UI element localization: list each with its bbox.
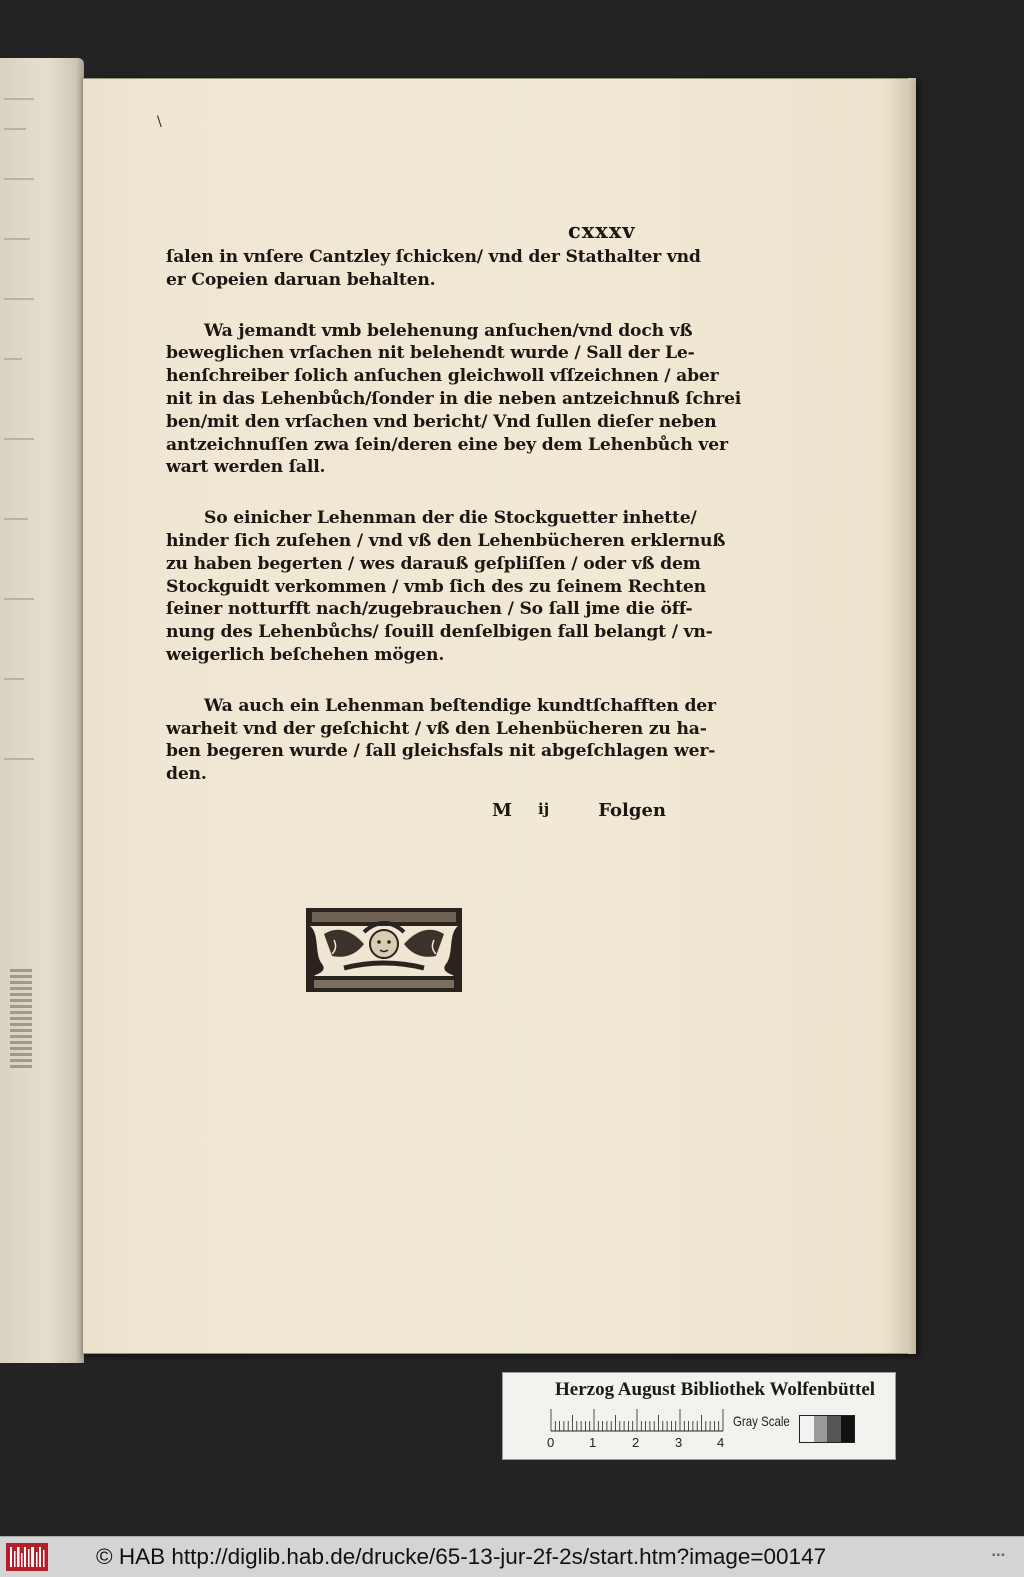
scale-number: 2	[632, 1435, 640, 1450]
book-page	[82, 78, 916, 1354]
text-line: antzeichnuſſen zwa ſein/deren eine bey dem Lehenbůch ver	[166, 434, 728, 455]
scale-number: 3	[675, 1435, 683, 1450]
catchword: Folgen	[598, 800, 666, 821]
woodcut-ornament	[304, 904, 464, 996]
text-line: Wa jemandt vmb belehenung anſuchen/vnd doch vß	[204, 320, 693, 341]
bleed-through-ornament	[10, 968, 32, 1068]
text-line: Wa auch ein Lehenman beſtendige kundtſchafften der	[204, 695, 716, 716]
text-line: nit in das Lehenbůch/ſonder in die neben antzeichnuß ſchrei	[166, 388, 742, 409]
pen-mark: \	[157, 114, 162, 130]
signature-line	[166, 800, 666, 830]
page-text	[166, 246, 742, 802]
text-line: So einicher Lehenman der die Stockguetter inhette/	[204, 508, 697, 529]
scale-number: 1	[589, 1435, 597, 1450]
scale-number: 0	[547, 1435, 555, 1450]
footer-bar	[0, 1536, 1024, 1577]
text-line: nung des Lehenbůchs/ ſouill denſelbigen fall belangt / vn-	[166, 622, 713, 643]
text-line: wart werden ſall.	[166, 457, 326, 478]
folio-number: cxxxv	[568, 218, 636, 243]
ruler-numbers	[547, 1435, 737, 1453]
text-line: weigerlich beſchehen mögen.	[166, 644, 445, 665]
gray-swatch	[841, 1416, 855, 1442]
page-edge	[908, 78, 916, 1354]
text-line: hinder ſich zuſehen / vnd vß den Lehenbücheren erklernuß	[166, 530, 726, 551]
text-line: warheit vnd der geſchicht / vß den Lehenbücheren zu ha-	[166, 718, 707, 739]
paragraph-belehenung	[166, 320, 742, 480]
text-line: den.	[166, 764, 207, 785]
signature-number: ij	[538, 800, 550, 818]
continuation-paragraph	[166, 246, 701, 292]
gray-swatch	[827, 1416, 841, 1442]
source-url[interactable]: © HAB http://diglib.hab.de/drucke/65-13-jur-2f-2s/start.htm?image=00147	[96, 1544, 827, 1569]
paragraph-kundtschafften	[166, 695, 716, 786]
color-target-card	[502, 1372, 896, 1460]
previous-page-edge	[0, 58, 84, 1363]
scale-number: 4	[717, 1435, 725, 1450]
gray-swatch	[814, 1416, 828, 1442]
hab-logo-icon	[6, 1543, 48, 1571]
signature-mark: M	[492, 800, 512, 821]
institution-name: Herzog August Bibliothek Wolfenbüttel	[555, 1379, 876, 1400]
text-line: henſchreiber ſolich anſuchen gleichwoll vſſzeichnen / aber	[166, 366, 719, 387]
text-line: ſeiner notturfft nach/zugebrauchen / So ſall jme die öff-	[166, 599, 693, 620]
paragraph-stockguetter	[166, 507, 726, 667]
gray-swatch	[800, 1416, 814, 1442]
scale-ruler	[549, 1407, 729, 1433]
text-line: beweglichen vrſachen nit belehendt wurde / Sall der Le-	[166, 343, 695, 364]
gray-swatches	[799, 1415, 855, 1443]
menu-dots-icon[interactable]: ▪▪▪	[992, 1550, 1006, 1561]
text-line: ſalen in vnſere Cantzley ſchicken/ vnd der Stathalter vnd	[166, 247, 701, 267]
text-line: ben begeren wurde / ſall gleichsfals nit abgeſchlagen wer-	[166, 741, 716, 762]
text-line: zu haben begerten / wes darauß geſpliſſen / oder vß dem	[166, 553, 701, 574]
text-line: er Copeien daruan behalten.	[166, 269, 436, 290]
text-line: Stockguidt verkommen / vmb ſich des zu ſeinem Rechten	[166, 576, 706, 597]
text-line: ben/mit den vrſachen vnd bericht/ Vnd ſullen dieſer neben	[166, 411, 717, 432]
gray-scale-label: Gray Scale	[733, 1413, 790, 1429]
